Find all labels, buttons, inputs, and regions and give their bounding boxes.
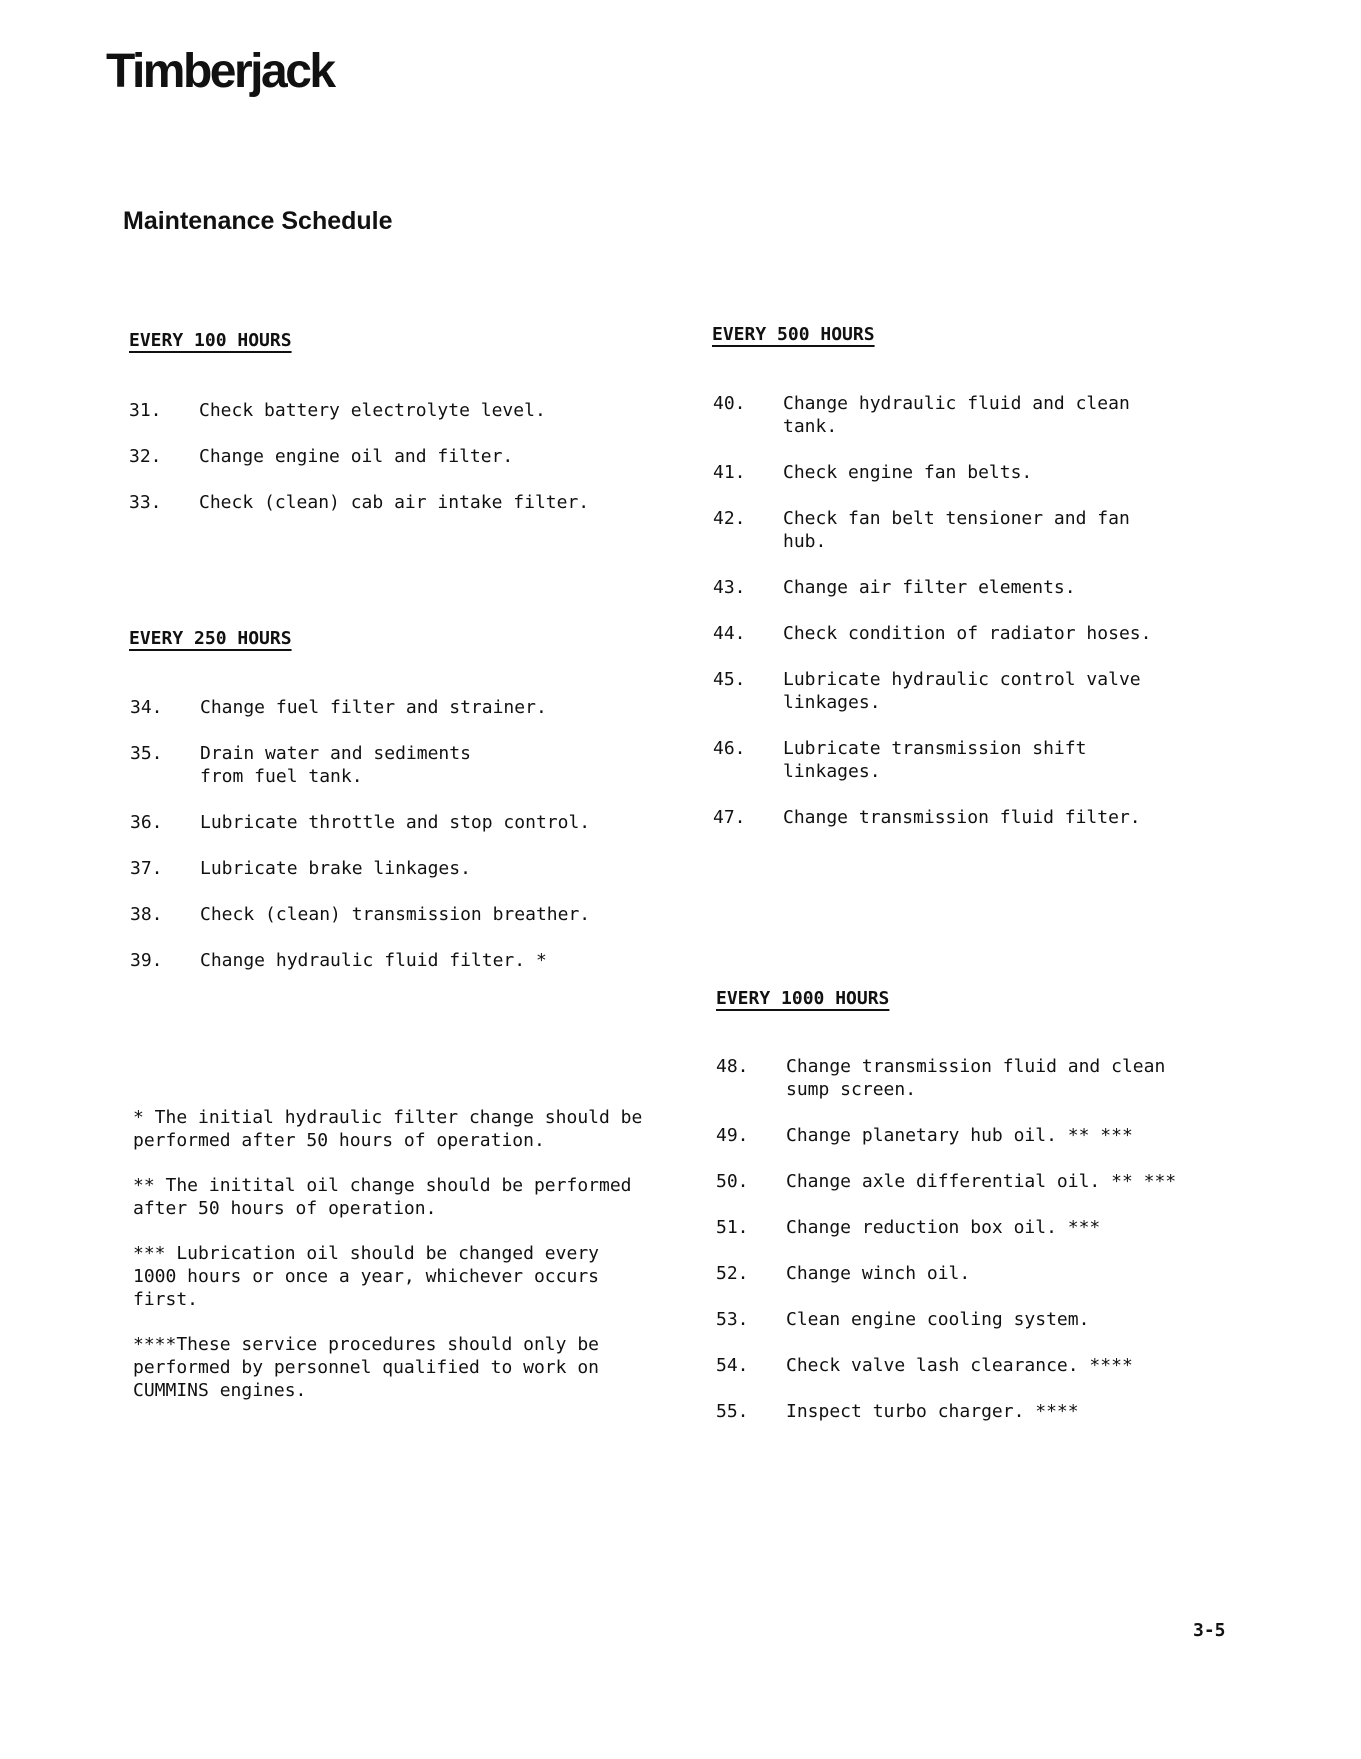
list-item	[130, 742, 500, 788]
item-number: 41.	[713, 462, 746, 483]
item-text: Change air filter elements.	[783, 577, 1076, 598]
footnote: *** Lubrication oil should be changed every 1000 hours or once a year, whichever occurs first.	[133, 1243, 599, 1310]
footnote: ****These service procedures should only be performed by personnel qualified to work on CUMMINS engines.	[133, 1334, 599, 1401]
list-item	[713, 806, 1183, 829]
list-item	[713, 392, 1183, 438]
item-text: Clean engine cooling system.	[786, 1309, 1090, 1330]
list-100-hours	[129, 399, 649, 537]
item-number: 45.	[713, 669, 746, 690]
item-number: 53.	[716, 1309, 749, 1330]
list-500-hours	[713, 392, 1183, 852]
list-item	[716, 1308, 1236, 1331]
item-number: 49.	[716, 1125, 749, 1146]
section-heading-100-hours: EVERY 100 HOURS	[129, 330, 292, 351]
brand-logo: Timberjack	[106, 45, 334, 98]
item-text: Check (clean) transmission breather.	[200, 904, 591, 925]
item-number: 51.	[716, 1217, 749, 1238]
item-text: Change planetary hub oil. ** ***	[786, 1125, 1133, 1146]
item-number: 37.	[130, 858, 163, 879]
list-item	[130, 857, 650, 880]
item-number: 33.	[129, 492, 162, 513]
item-text: Change axle differential oil. ** ***	[786, 1171, 1177, 1192]
item-number: 34.	[130, 697, 163, 718]
list-item	[130, 811, 650, 834]
item-text: Change winch oil.	[786, 1263, 971, 1284]
item-text: Drain water and sediments from fuel tank.	[200, 743, 471, 787]
item-text: Change fuel filter and strainer.	[200, 697, 547, 718]
item-text: Change hydraulic fluid and clean tank.	[783, 393, 1130, 437]
item-number: 32.	[129, 446, 162, 467]
item-number: 48.	[716, 1056, 749, 1077]
item-text: Check condition of radiator hoses.	[783, 623, 1152, 644]
item-number: 46.	[713, 738, 746, 759]
list-item	[716, 1262, 1236, 1285]
item-number: 31.	[129, 400, 162, 421]
list-item	[130, 903, 650, 926]
item-number: 39.	[130, 950, 163, 971]
list-item	[129, 445, 649, 468]
item-number: 47.	[713, 807, 746, 828]
list-item	[713, 737, 1183, 783]
item-text: Inspect turbo charger. ****	[786, 1401, 1079, 1422]
item-text: Change transmission fluid filter.	[783, 807, 1141, 828]
item-text: Check fan belt tensioner and fan hub.	[783, 508, 1130, 552]
item-text: Check battery electrolyte level.	[199, 400, 546, 421]
item-text: Lubricate throttle and stop control.	[200, 812, 591, 833]
list-item	[713, 507, 1183, 553]
item-number: 50.	[716, 1171, 749, 1192]
item-text: Change transmission fluid and clean sump screen.	[786, 1056, 1166, 1100]
section-heading-1000-hours: EVERY 1000 HOURS	[716, 988, 890, 1009]
list-1000-hours	[716, 1055, 1236, 1446]
item-text: Lubricate transmission shift linkages.	[783, 738, 1087, 782]
page-number: 3-5	[1193, 1620, 1226, 1641]
item-number: 40.	[713, 393, 746, 414]
list-item	[716, 1216, 1236, 1239]
item-text: Lubricate brake linkages.	[200, 858, 471, 879]
list-item	[713, 461, 1183, 484]
item-number: 43.	[713, 577, 746, 598]
item-number: 38.	[130, 904, 163, 925]
list-item	[713, 668, 1183, 714]
list-item	[716, 1124, 1236, 1147]
item-number: 35.	[130, 743, 163, 764]
list-item	[130, 696, 650, 719]
page-title: Maintenance Schedule	[123, 207, 393, 235]
item-number: 52.	[716, 1263, 749, 1284]
footnotes	[133, 1106, 643, 1424]
footnote: ** The initital oil change should be performed after 50 hours of operation.	[133, 1175, 632, 1219]
list-item	[713, 576, 1183, 599]
item-number: 44.	[713, 623, 746, 644]
item-text: Check valve lash clearance. ****	[786, 1355, 1133, 1376]
item-text: Check engine fan belts.	[783, 462, 1033, 483]
item-text: Change hydraulic fluid filter. *	[200, 950, 547, 971]
list-item	[129, 399, 649, 422]
list-250-hours	[130, 696, 650, 995]
list-item	[129, 491, 649, 514]
list-item	[716, 1354, 1236, 1377]
item-text: Check (clean) cab air intake filter.	[199, 492, 590, 513]
list-item	[716, 1400, 1236, 1423]
list-item	[716, 1170, 1236, 1193]
list-item	[713, 622, 1183, 645]
list-item	[130, 949, 650, 972]
footnote: * The initial hydraulic filter change should be performed after 50 hours of operation.	[133, 1107, 643, 1151]
item-number: 54.	[716, 1355, 749, 1376]
item-number: 55.	[716, 1401, 749, 1422]
list-item	[716, 1055, 1196, 1101]
item-text: Change engine oil and filter.	[199, 446, 514, 467]
section-heading-250-hours: EVERY 250 HOURS	[129, 628, 292, 649]
item-number: 42.	[713, 508, 746, 529]
item-number: 36.	[130, 812, 163, 833]
item-text: Change reduction box oil. ***	[786, 1217, 1101, 1238]
section-heading-500-hours: EVERY 500 HOURS	[712, 324, 875, 345]
item-text: Lubricate hydraulic control valve linkages.	[783, 669, 1141, 713]
